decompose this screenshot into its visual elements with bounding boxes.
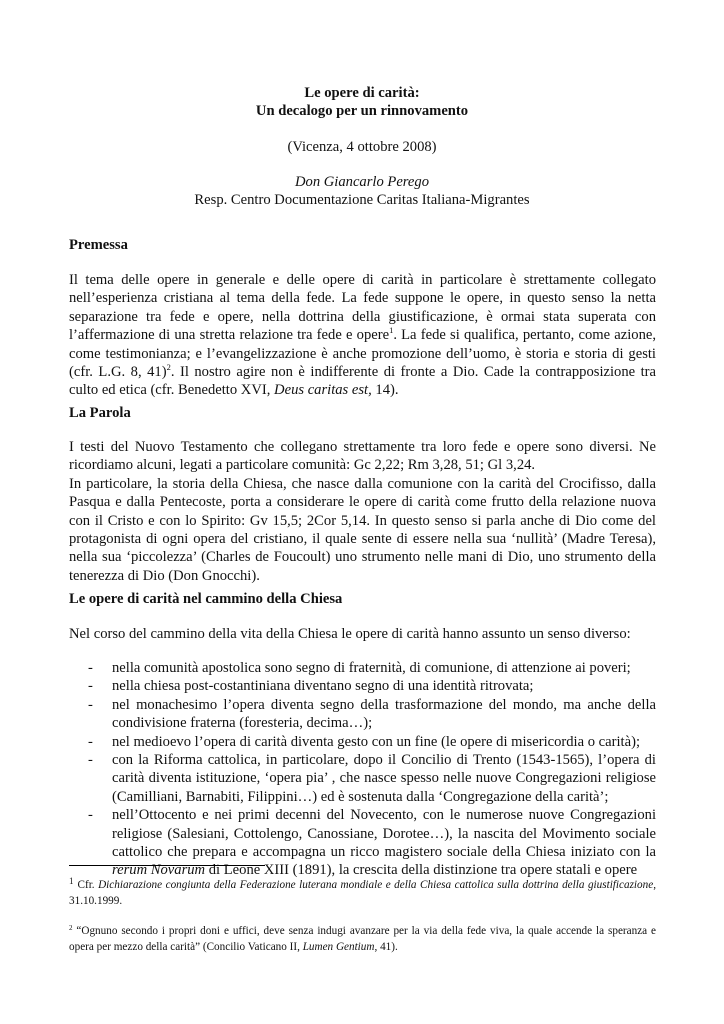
title-line-1: Le opere di carità: [304, 85, 420, 101]
list-dash: - [88, 696, 93, 713]
place-date: (Vicenza, 4 ottobre 2008) [287, 139, 437, 155]
list-dash: - [88, 752, 93, 769]
list-item [88, 806, 656, 880]
premessa-text-2: . La fede si qualifica, pertanto, come azione, come testimonianza; e l’evangelizzazione è anche promozione dell’uomo, è storia e storia di gesti (cfr. L.G. 8, 41) [69, 327, 657, 381]
list-item-citation: rerum Novarum [112, 862, 206, 879]
heading-opere-cammino: Le opere di carità nel cammino della Chiesa [69, 591, 343, 607]
list-item [88, 696, 656, 733]
footnote-1 [69, 878, 656, 909]
list-dash: - [88, 733, 93, 750]
footnote-1-mark: 1 [69, 876, 74, 886]
title-line-2: Un decalogo per un rinnovamento [255, 103, 469, 119]
paragraph-la-parola [69, 438, 656, 585]
list-item [88, 751, 656, 806]
list-dash: - [88, 678, 93, 695]
list-dash: - [88, 807, 93, 824]
list-item-text-b: di Leone XIII (1891), la crescita della distinzione tra opere statali e opere [205, 862, 638, 879]
author-name: Don Giancarlo Perego [294, 174, 430, 190]
parola-para-2: In particolare, la storia della Chiesa, che nasce dalla comunione con la carità del Crocifisso, dalla Pasqua e dalla Pentecoste, porta a considerare le opere di carità come frutto della relazione nuova con il Cristo e con lo Spirito: Gv 15,5; 2Cor 5,14. In questo senso si parla anche di Dio come del protagonista di ogni opera del cristiano, il quale sente di essere nella sua ‘nullità’ (Madre Teresa), nella sua ‘piccolezza’ (Charles de Foucoult) uno strumento nelle mani di Dio, uno strumento della tenerezza di Dio (Don Gnocchi). [69, 475, 656, 584]
premessa-text-1: Il tema delle opere in generale e delle opere di carità in particolare è strettamente collegato nell’esperienza cristiana al tema della fede. La fede suppone le opere, in questo senso la netta separazione tra fede e opere, nella dottrina della giustificazione, è ormai stata superata con l’affermazione di una stretta relazione tra fede e opere [69, 272, 656, 344]
opere-intro: Nel corso del cammino della vita della Chiesa le opere di carità hanno assunto un senso diverso: [69, 626, 631, 642]
footnote-separator [69, 865, 265, 866]
footnote-2-text-a: “Ognuno secondo i propri doni e uffici, deve senza indugi avanzare per la via della fede viva, la quale accende la speranza e opera per mezzo della carità” (Concilio Vaticano II, [69, 925, 656, 953]
footnote-2-title: Lumen Gentium [302, 940, 375, 953]
list-item-text: nella chiesa post-costantiniana diventano segno di una identità ritrovata; [112, 678, 534, 695]
author-role: Resp. Centro Documentazione Caritas Italiana-Migrantes [194, 192, 530, 208]
premessa-citation: Deus caritas est, [274, 382, 372, 399]
footnote-1-text-b: , 31.10.1999. [69, 879, 656, 907]
footnote-1-text-a: Cfr. [77, 879, 99, 891]
list-item-text-a: nell’Ottocento e nei primi decenni del Novecento, con le numerose nuove Congregazioni religiose (Salesiani, Cottolengo, Canossiane, Dorotee…), la nascita del Movimento sociale cattolico che prepara e accompagna un ricco magistero sociale della Chiesa iniziato con la [112, 807, 656, 861]
paragraph-premessa [69, 271, 656, 400]
list-item-text: nella comunità apostolica sono segno di fraternità, di comunione, di attenzione ai poveri; [112, 660, 631, 676]
opere-history-list [88, 659, 656, 880]
list-item [88, 659, 656, 677]
footnote-2 [69, 924, 656, 955]
list-dash: - [88, 660, 93, 676]
list-item-text: nel monachesimo l’opera diventa segno della trasformazione del mondo, ma anche della condivisione fraterna (foresteria, decima…); [112, 696, 656, 732]
list-item-text: con la Riforma cattolica, in particolare, dopo il Concilio di Trento (1543-1565), l’opera di carità diventa istituzione, ‘opera pia’ , che nasce spesso nelle nuove Congregazioni religiose (Camilliani, Barnabiti, Filippini…) ed è sostenuta dalla ‘Congregazione della carità’; [112, 752, 656, 805]
list-item [88, 733, 656, 751]
list-item [88, 677, 656, 695]
footnote-ref-1: 1 [389, 325, 394, 336]
heading-premessa: Premessa [69, 237, 128, 253]
list-item-text: nel medioevo l’opera di carità diventa gesto con un fine (le opere di misericordia o carità); [112, 733, 640, 750]
parola-para-1: I testi del Nuovo Testamento che collegano strettamente tra loro fede e opere sono diversi. Ne ricordiamo alcuni, legati a particolare comunità: Gc 2,22; Rm 3,28, 51; Gl 3,24. [69, 439, 656, 474]
heading-la-parola: La Parola [69, 405, 131, 421]
footnote-2-text-b: , 41). [374, 940, 398, 953]
footnote-ref-2: 2 [166, 362, 171, 373]
footnote-1-title: Dichiarazione congiunta della Federazione luterana mondiale e della Chiesa cattolica sulla dottrina della giustificazione [98, 879, 654, 891]
premessa-text-4: 14). [371, 382, 399, 399]
premessa-text-3: . Il nostro agire non è indifferente di fronte a Dio. Cade la contrapposizione tra culto ed etica (cfr. Benedetto XVI, [69, 364, 657, 399]
footnote-2-mark: 2 [69, 924, 73, 932]
